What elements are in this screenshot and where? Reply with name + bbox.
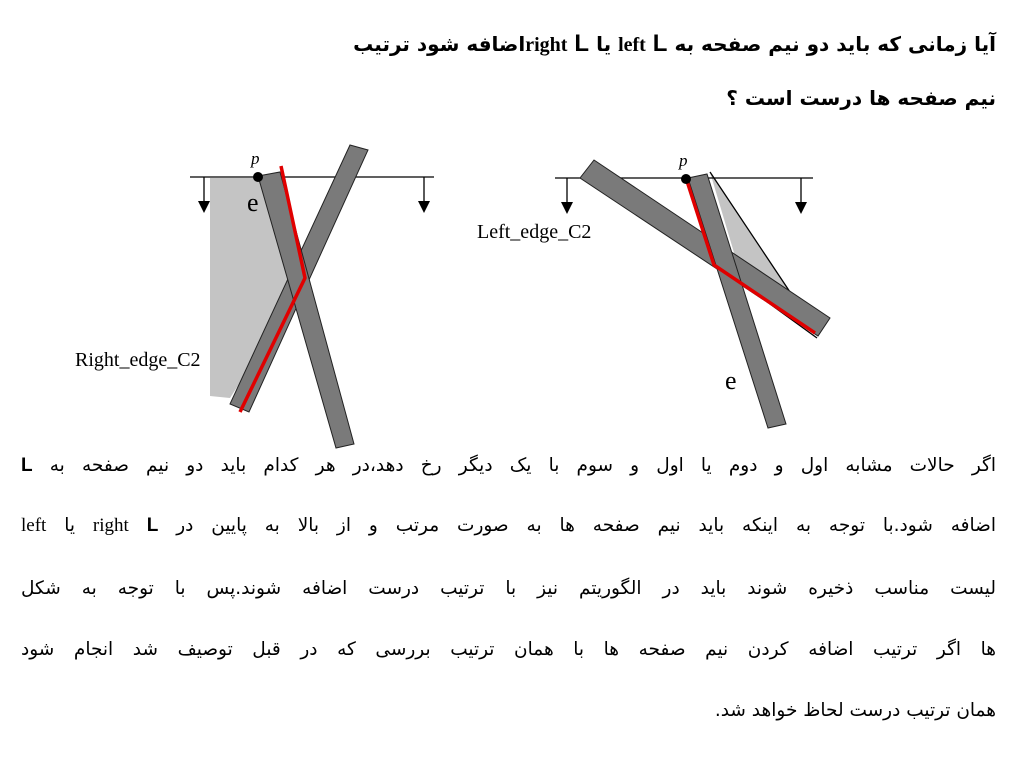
right-e-label: e (725, 366, 737, 395)
paragraph-line-1 (21, 455, 996, 477)
paragraph-line-3: لیست مناسب ذخیره شوند باید در الگوریتم نیز با ترتیب درست اضافه شوند.پس با توجه به شکل (21, 578, 996, 599)
title-L-symbol-2: L (574, 30, 590, 57)
right-arrow-1-head (561, 202, 573, 214)
paragraph-line-2 (21, 515, 996, 537)
right-arrow-2-head (795, 202, 807, 214)
paragraph-line-1-text: اگر حالات مشابه اول و دوم یا اول و سوم با یک دیگر رخ دهد،در هر کدام باید دو نیم صفحه به (49, 455, 996, 476)
title-line-2: نیم صفحه ها درست است ؟ (726, 86, 996, 110)
left-e-label: e (247, 188, 259, 217)
title-text-a: آیا زمانی که باید دو نیم صفحه به (674, 32, 996, 56)
left-diagram (75, 145, 434, 448)
left-arrow-2-head (418, 201, 430, 213)
left-edge-label: Left_edge_C2 (477, 221, 592, 243)
paragraph-left-word: left (21, 515, 47, 536)
right-edge-label: Right_edge_C2 (75, 349, 201, 371)
paragraph-L-symbol-2: L (146, 515, 159, 536)
paragraph-line-2-text: اضافه شود.با توجه به اینکه باید نیم صفحه ها به صورت مرتب و از بالا به پایین در (176, 515, 996, 536)
title-left-word: left (618, 34, 646, 56)
title-L-symbol-1: L (652, 30, 668, 57)
left-point-p (253, 172, 263, 182)
title-ya: یا (596, 32, 612, 56)
left-p-label: p (251, 149, 260, 168)
right-point-p (681, 174, 691, 184)
paragraph-line-4: ها اگر ترتیب اضافه کردن نیم صفحه ها با همان ترتیب بررسی که در قبل توصیف شد انجام شود (21, 639, 996, 660)
paragraph-ya: یا (64, 515, 76, 536)
paragraph-line-5: همان ترتیب درست لحاظ خواهد شد. (714, 700, 996, 721)
right-p-label: p (679, 151, 688, 170)
paragraph-right-word: right (92, 515, 129, 536)
right-diagram (477, 151, 830, 428)
paragraph-L-symbol-1: L (21, 455, 33, 476)
left-arrow-1-head (198, 201, 210, 213)
title-text-b: اضافه شود ترتیب (353, 32, 526, 56)
title-right-word: right (525, 34, 568, 56)
